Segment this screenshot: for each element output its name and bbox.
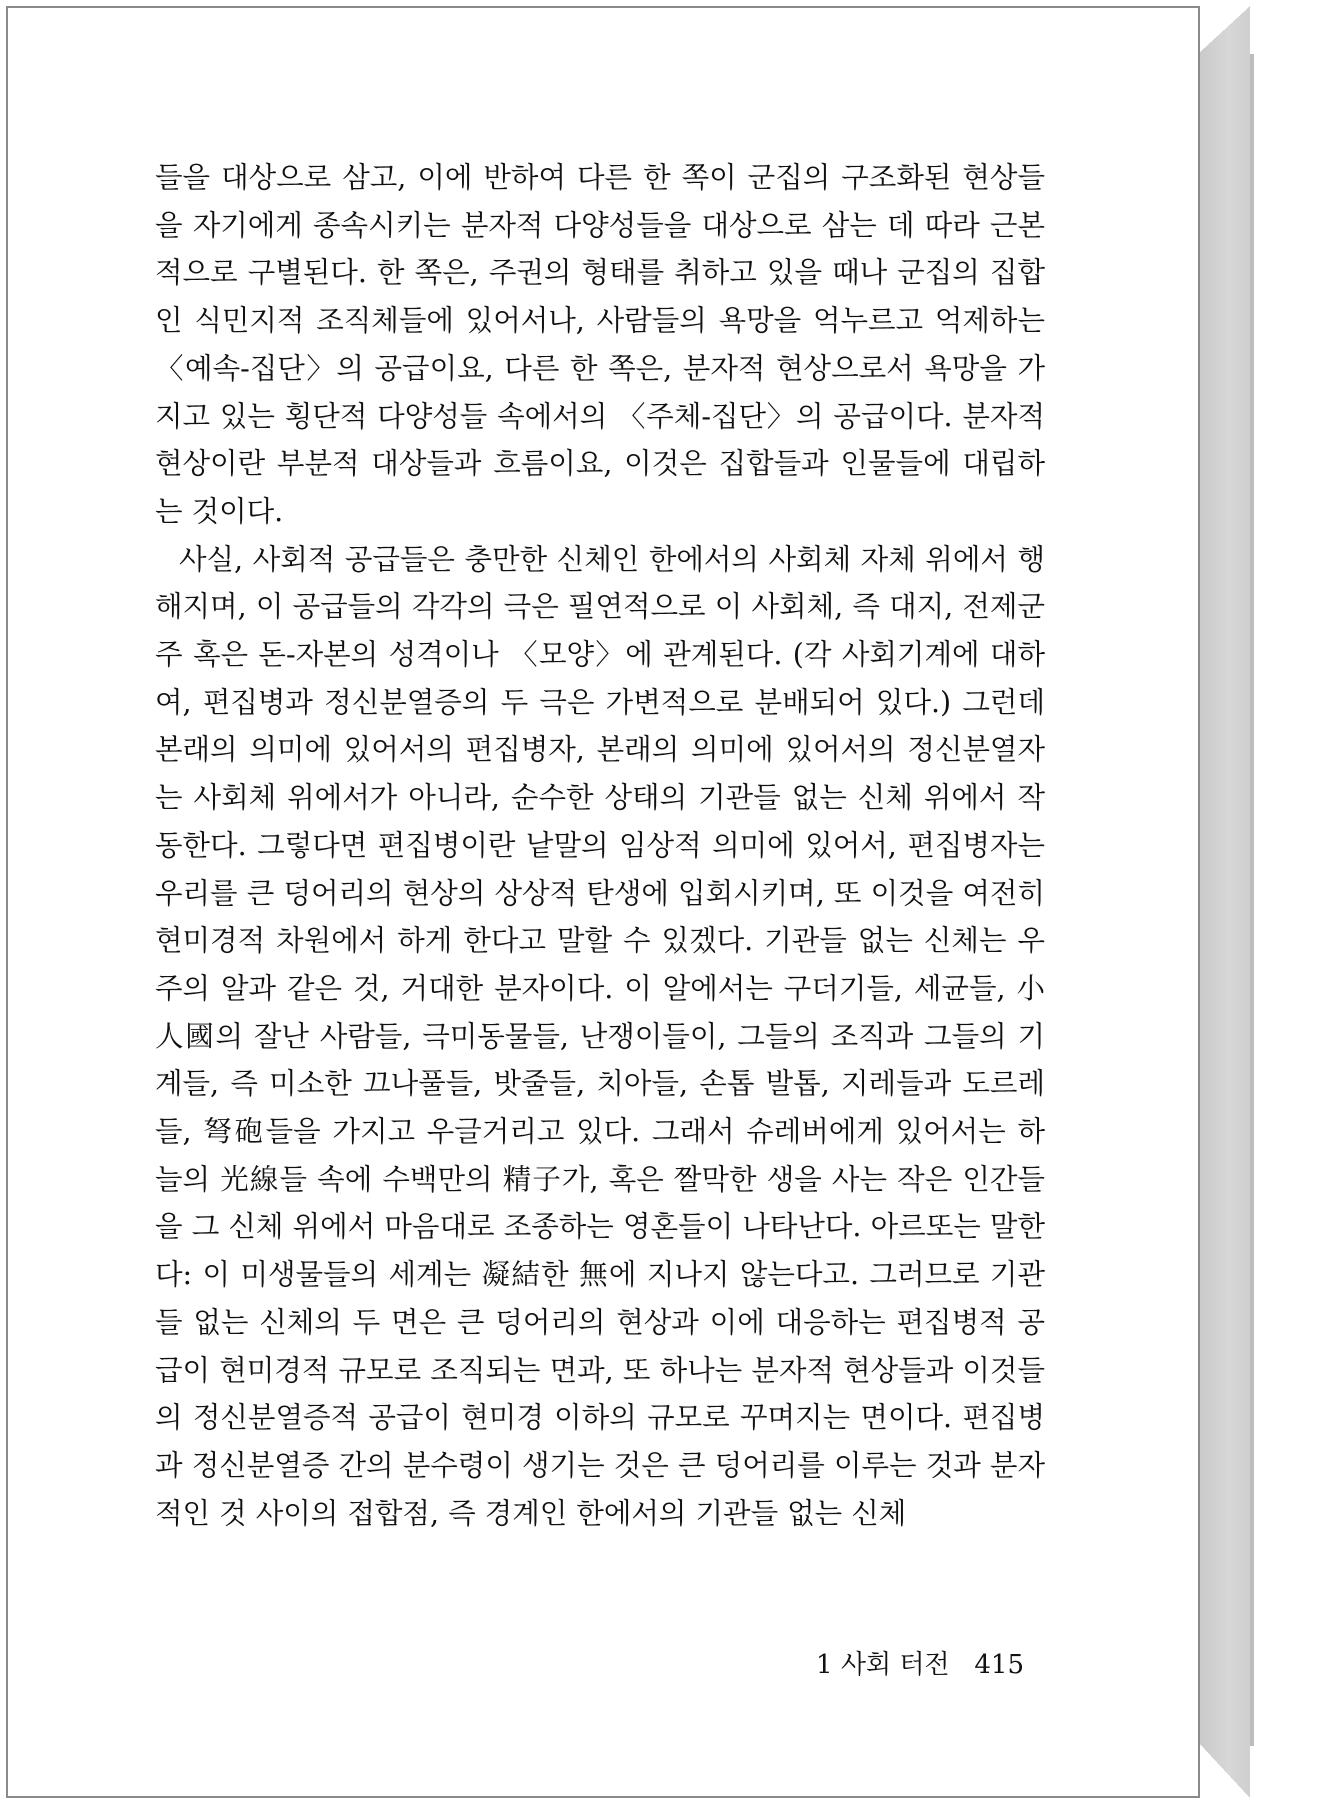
page-number: 415 [974, 1650, 1024, 1680]
paragraph-2: 사실, 사회적 공급들은 충만한 신체인 한에서의 사회체 자체 위에서 행해지며, 이 공급들의 각각의 극은 필연적으로 이 사회체, 즉 대지, 전제군주 혹은 돈-자본의 성격이나 〈모양〉에 관계된다. (각 사회기계에 대하여, 편집병과 정신분열증의 두 극은 가변적으로 분배되어 있다.) 그런데 본래의 의미에 있어서의 편집병자, 본래의 의미에 있어서의 정신분열자는 사회체 위에서가 아니라, 순수한 상태의 기관들 없는 신체 위에서 작동한다. 그렇다면 편집병이란 낱말의 임상적 의미에 있어서, 편집병자는 우리를 큰 덩어리의 현상의 상상적 탄생에 입회시키며, 또 이것을 여전히 현미경적 차원에서 하게 한다고 말할 수 있겠다. 기관들 없는 신체는 우주의 알과 같은 것, 거대한 분자이다. 이 알에서는 구더기들, 세균들, 小人國의 잘난 사람들, 극미동물들, 난쟁이들이, 그들의 조직과 그들의 기계들, 즉 미소한 끄나풀들, 밧줄들, 치아들, 손톱 발톱, 지레들과 도르레들, 弩砲들을 가지고 우글거리고 있다. 그래서 슈레버에게 있어서는 하늘의 光線들 속에 수백만의 精子가, 혹은 짤막한 생을 사는 작은 인간들을 그 신체 위에서 마음대로 조종하는 영혼들이 나타난다. 아르또는 말한다: 이 미생물들의 세계는 凝結한 無에 지나지 않는다고. 그러므로 기관들 없는 신체의 두 면은 큰 덩어리의 현상과 이에 대응하는 편집병적 공급이 현미경적 규모로 조직되는 면과, 또 하나는 분자적 현상들과 이것들의 정신분열증적 공급이 현미경 이하의 규모로 꾸며지는 면이다. 편집병과 정신분열증 간의 분수령이 생기는 것은 큰 덩어리를 이루는 것과 분자적인 것 사이의 접합점, 즉 경계인 한에서의 기관들 없는 신체 [155, 542, 1045, 1530]
page-footer [816, 1644, 1024, 1681]
book-side-top-bevel [1198, 6, 1250, 54]
body-text [155, 154, 1045, 1537]
paragraph-1: 들을 대상으로 삼고, 이에 반하여 다른 한 쪽이 군집의 구조화된 현상들을 자기에게 종속시키는 분자적 다양성들을 대상으로 삼는 데 따라 근본적으로 구별된다. 한 쪽은, 주권의 형태를 취하고 있을 때나 군집의 집합인 식민지적 조직체들에 있어서나, 사람들의 욕망을 억누르고 억제하는 〈예속-집단〉의 공급이요, 다른 한 쪽은, 분자적 현상으로서 욕망을 가지고 있는 횡단적 다양성들 속에서의 〈주체-집단〉의 공급이다. 분자적 현상이란 부분적 대상들과 흐름이요, 이것은 집합들과 인물들에 대립하는 것이다. [155, 161, 1045, 528]
book-side-edge [1198, 6, 1250, 1798]
chapter-title: 1 사회 터전 [816, 1650, 950, 1680]
book-side-bottom-bevel [1198, 1742, 1250, 1798]
book-outer-edge [1250, 54, 1254, 1746]
